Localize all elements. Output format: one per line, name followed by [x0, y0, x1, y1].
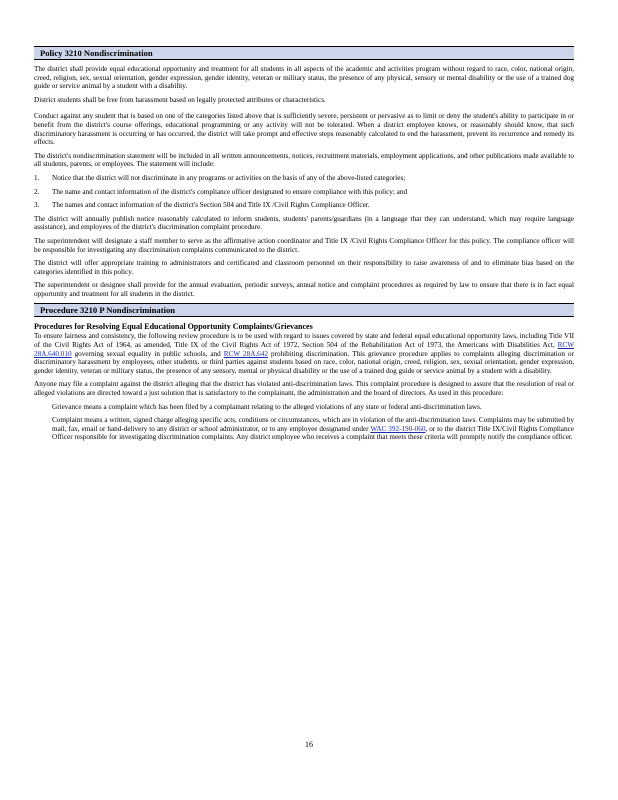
- procedure-paragraph-2: Anyone may file a complaint against the district alleging that the district has violated anti-discrimination laws. This complaint procedure is designed to assure that the resolution of real or alleged violations are directed toward a just solution that is satisfactory to the complainant, the administration and the board of directors. As used in this procedure:: [34, 380, 574, 398]
- policy-paragraph-3: Conduct against any student that is based on one of the categories listed above that is sufficiently severe, persistent or pervasive as to limit or deny the student's ability to participate in or benefit from the district's course offerings, educational programming or any activity will not be tolerated. When a district employee knows, or reasonably should know, that such discriminatory harassment is occurring or has occurred, the district will take prompt and effective steps reasonably calculated to end the harassment, prevent its recurrence and remedy its effects.: [34, 112, 574, 147]
- policy-paragraph-6: The superintendent will designate a staff member to serve as the affirmative action coordinator and Title IX /Civil Rights Compliance Officer for this policy. The compliance officer will be responsible for investigating any discrimination complaints communicated to the district.: [34, 236, 574, 254]
- wac-392-190-060-link[interactable]: WAC 392-190-060: [370, 424, 426, 433]
- list-item: [34, 188, 574, 197]
- list-text: The name and contact information of the district's compliance officer designated to ensure compliance with this policy; and: [52, 187, 408, 196]
- bullet-item: [34, 403, 574, 412]
- list-text: The names and contact information of the district's Section 504 and Title IX /Civil Rights Compliance Officer.: [52, 201, 370, 210]
- page-number: 16: [305, 740, 313, 749]
- policy-paragraph-8: The superintendent or designee shall provide for the annual evaluation, periodic surveys, annual notice and complaint procedures as required by law to ensure that there is in fact equal opportunity and treatment for all students in the district.: [34, 281, 574, 298]
- document-page: [34, 46, 574, 442]
- rcw-28a642-link[interactable]: RCW 28A.642: [223, 349, 268, 358]
- bullet-icon: [34, 403, 52, 412]
- rcw-28a640010-link[interactable]: RCW 28A.640.010: [34, 341, 574, 358]
- bullet-text: Grievance means a complaint which has been filed by a complainant relating to the alleged violations of any state or federal anti-discrimination laws.: [52, 402, 482, 411]
- list-item: [34, 201, 574, 210]
- bullet-text: Complaint means a written, signed charge alleging specific acts, conditions or circumstances, which are in violation of the anti-discrimination laws. Complaints may be submitted by mail, fax, email or hand-delivery to any district or school administrator, or to any employee designated under WAC 392-190-060, or to the district Title IX/Civil Rights Compliance Officer responsible for investigating discrimination complaints. Any district employee who receives a complaint that meets these criteria will promptly notify the compliance officer.: [52, 416, 574, 442]
- list-text: Notice that the district will not discriminate in any programs or activities on the basis of any of the above-listed categories;: [52, 173, 406, 182]
- policy-paragraph-2: District students shall be free from harassment based on legally protected attributes or characteristics.: [34, 95, 326, 104]
- list-number: 1.: [34, 173, 40, 182]
- bullet-item: [34, 416, 574, 442]
- procedure-title-bar: Procedure 3210 P Nondiscrimination: [34, 303, 574, 317]
- procedure-heading: Procedures for Resolving Equal Educational Opportunity Complaints/Grievances: [34, 322, 313, 332]
- list-number: 3.: [34, 201, 40, 210]
- list-number: 2.: [34, 187, 40, 196]
- procedure-paragraph-1: To ensure fairness and consistency, the following review procedure is to be used with regard to issues covered by state and federal equal educational opportunity laws, including Title VII of the Civil Rights Act of 1964, as amended, Title IX of the Civil Rights Act of 1972, Section 504 of the Rehabilitation Act of 1973, the Americans with Disabilities Act, RCW 28A.640.010 governing sexual equality in public schools, and RCW 28A.642 prohibiting discrimination. This grievance procedure applies to complaints alleging discrimination or discriminatory harassment by employees, other students, or third parties against students based on race, color, national origin, creed, religion, sex, sexual orientation, gender expression, gender identity, veteran or military status, the presence of any sensory, mental or physical disability or the use of a trained dog guide or service animal by a student with a disability.: [34, 332, 575, 375]
- list-item: [34, 174, 574, 183]
- policy-paragraph-4: The district's nondiscrimination statement will be included in all written announcements, notices, recruitment materials, employment applications, and other publications made available to all students, parents, or employees. The statement will include:: [34, 151, 574, 169]
- policy-paragraph-7: The district will offer appropriate training to administrators and certificated and classroom personnel on their responsibility to raise awareness of and to eliminate bias based on the categories identified in this policy.: [34, 259, 574, 276]
- policy-paragraph-5: The district will annually publish notice reasonably calculated to inform students, students' parents/guardians (in a language that they can understand, which may require language assistance), and employees of the district's discrimination complaint procedure.: [34, 214, 574, 232]
- policy-title-bar: Policy 3210 Nondiscrimination: [34, 46, 574, 60]
- policy-paragraph-1: The district shall provide equal educational opportunity and treatment for all students in all aspects of the academic and activities program without regard to race, color, national origin, creed, religion, sex, sexual orientation, gender expression, gender identity, veteran or military status, the presence of any physical, sensory or mental disability or the use of a trained dog guide or service animal by a student with a disability.: [34, 65, 574, 91]
- bullet-icon: [34, 416, 52, 442]
